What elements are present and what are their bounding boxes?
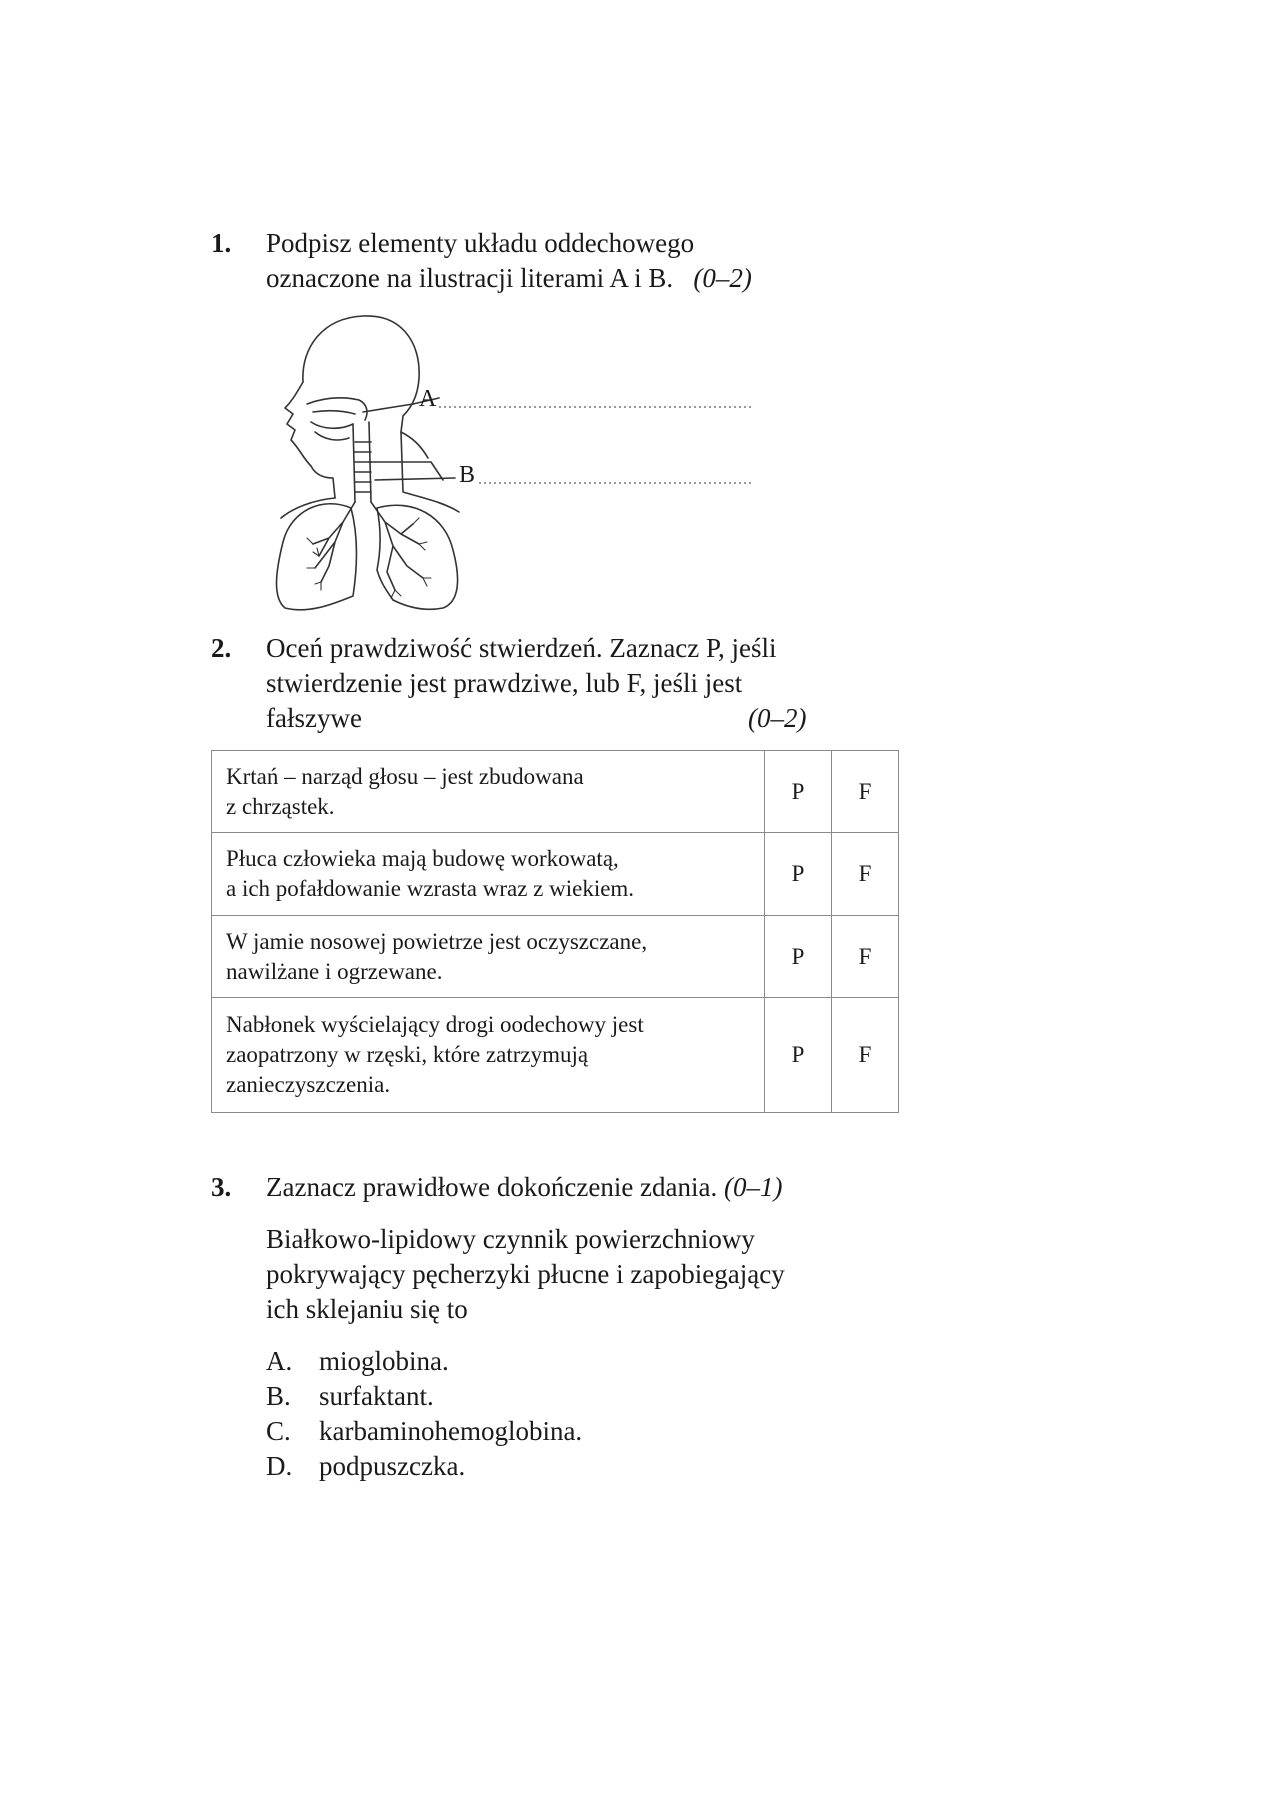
answer-option-a[interactable] (266, 1344, 449, 1379)
answer-text: surfaktant. (319, 1381, 434, 1411)
answer-option-d[interactable] (266, 1449, 465, 1484)
question-1-points: (0–2) (693, 263, 752, 293)
question-2-number: 2. (211, 633, 232, 663)
left-lung (377, 505, 458, 609)
question-2-text-line-3: fałszywe (266, 703, 362, 733)
answer-letter: B. (266, 1381, 291, 1411)
question-3-stem-line-2: pokrywający pęcherzyki płucne i zapobiegający (266, 1259, 785, 1289)
question-3-number: 3. (211, 1172, 232, 1202)
answer-letter: A. (266, 1346, 293, 1376)
answer-text: podpuszczka. (319, 1451, 466, 1481)
question-1-number: 1. (211, 228, 232, 258)
label-b: B (459, 462, 476, 488)
option-f-4[interactable]: F (832, 998, 899, 1113)
question-3-stem-line-1: Białkowo-lipidowy czynnik powierzchniowy (266, 1224, 755, 1254)
neck-line (281, 498, 335, 518)
answer-text: mioglobina. (319, 1346, 449, 1376)
option-p-4[interactable]: P (765, 998, 832, 1113)
answer-option-c[interactable] (266, 1414, 582, 1449)
answer-letter: D. (266, 1451, 293, 1481)
question-3-stem-line-3: ich sklejaniu się to (266, 1294, 468, 1324)
table-row (212, 833, 899, 916)
question-1-text: oznaczone na ilustracji literami A i B. (266, 263, 674, 293)
statement-1: Krtań – narząd głosu – jest zbudowana z chrząstek. (212, 751, 765, 833)
pointer-line-a (363, 404, 413, 412)
option-p-3[interactable]: P (765, 916, 832, 998)
question-1-text-line-2 (266, 261, 752, 296)
question-2-points: (0–2) (748, 703, 807, 733)
question-3-points: (0–1) (724, 1172, 783, 1202)
question-3-instruction: Zaznacz prawidłowe dokończenie zdania. (266, 1172, 718, 1202)
table-row (212, 916, 899, 998)
option-f-1[interactable]: F (832, 751, 899, 833)
bronchi (313, 502, 355, 582)
statement-4: Nabłonek wyścielający drogi oodechowy jest zaopatrzony w rzęski, które zatrzymują zanieczyszczenia. (212, 998, 765, 1113)
option-f-3[interactable]: F (832, 916, 899, 998)
statement-2: Płuca człowieka mają budowę workowatą, a ich pofałdowanie wzrasta wraz z wiekiem. (212, 833, 765, 916)
answer-letter: C. (266, 1416, 291, 1446)
table-row (212, 751, 899, 833)
option-p-2[interactable]: P (765, 833, 832, 916)
nasal-cavity (307, 398, 367, 420)
question-1-text-line-1: Podpisz elementy układu oddechowego (266, 228, 695, 258)
question-2-text-line-2: stwierdzenie jest prawdziwe, lub F, jeśli jest (266, 668, 743, 698)
question-2-text-line-1: Oceń prawdziwość stwierdzeń. Zaznacz P, jeśli (266, 633, 777, 663)
answer-option-b[interactable] (266, 1379, 434, 1414)
respiratory-system-illustration (263, 312, 763, 612)
option-f-2[interactable]: F (832, 833, 899, 916)
true-false-table (211, 750, 899, 1113)
question-3-instruction-line (266, 1170, 783, 1205)
pointer-line-b (369, 462, 443, 480)
statement-3: W jamie nosowej powietrze jest oczyszczane, nawilżane i ogrzewane. (212, 916, 765, 998)
option-p-1[interactable]: P (765, 751, 832, 833)
answer-text: karbaminohemoglobina. (319, 1416, 583, 1446)
label-a: A (419, 386, 437, 412)
table-row (212, 998, 899, 1113)
